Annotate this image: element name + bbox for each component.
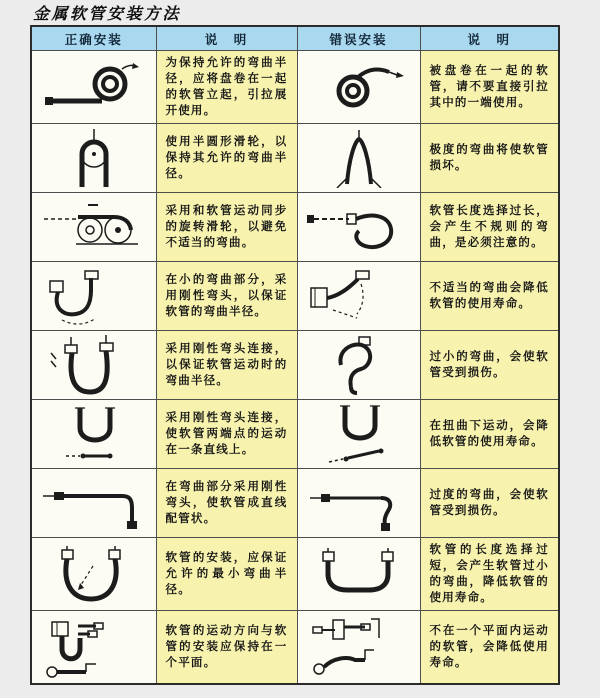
correct-description: 采用和软管运动同步的旋转滑轮，以避免不适当的弯曲。 — [156, 193, 297, 262]
table-row — [31, 400, 559, 469]
wrong-description: 在扭曲下运动，会降低软管的使用寿命。 — [420, 400, 559, 469]
correct-description: 采用刚性弯头连接，使软管两端点的运动在一条直线上。 — [156, 400, 297, 469]
coiled-hose-stood-up-unrolled-icon — [38, 57, 150, 117]
wrong-description: 极度的弯曲将使软管损坏。 — [420, 124, 559, 193]
correct-figure-cell — [31, 51, 156, 124]
correct-figure-cell — [31, 538, 156, 611]
correct-description: 软管的运动方向与软管的安装应保持在一个平面。 — [156, 611, 297, 684]
correct-figure-cell — [31, 193, 156, 262]
hose-extremely-folded-icon — [303, 128, 415, 188]
wrong-figure-cell — [297, 51, 420, 124]
wrong-figure-cell — [297, 400, 420, 469]
wrong-description: 软管长度选择过长，会产生不规则的弯曲，是必须注意的。 — [420, 193, 559, 262]
too-small-bend-hook-icon — [303, 335, 415, 395]
header-correct-install: 正确安装 — [31, 26, 156, 51]
header-row — [31, 26, 559, 51]
motion-out-of-plane-icon — [303, 615, 415, 679]
wrong-figure-cell — [297, 262, 420, 331]
straight-run-with-rigid-elbow-icon — [38, 473, 150, 533]
rigid-elbow-at-small-bend-icon — [38, 266, 150, 326]
correct-figure-cell — [31, 611, 156, 684]
improper-sharp-bend-icon — [303, 266, 415, 326]
wrong-figure-cell — [297, 469, 420, 538]
overlong-hose-irregular-bend-icon — [303, 197, 415, 257]
installation-guide-table — [30, 25, 560, 685]
synchronized-rotating-pulleys-icon — [38, 197, 150, 257]
rigid-elbow-u-loop-icon — [38, 335, 150, 395]
correct-description: 软管的安装，应保证允许的最小弯曲半径。 — [156, 538, 297, 611]
table-row — [31, 124, 559, 193]
correct-figure-cell — [31, 469, 156, 538]
wrong-description: 不在一个平面内运动的软管，会降低使用寿命。 — [420, 611, 559, 684]
correct-figure-cell — [31, 400, 156, 469]
correct-figure-cell — [31, 331, 156, 400]
over-bent-corner-icon — [303, 473, 415, 533]
table-row — [31, 51, 559, 124]
header-description-left: 说 明 — [156, 26, 297, 51]
coiled-hose-end-pulled-directly-icon — [303, 57, 415, 117]
too-short-hose-flat-u-icon — [303, 544, 415, 604]
correct-description: 采用刚性弯头连接，以保证软管运动时的弯曲半径。 — [156, 331, 297, 400]
wrong-description: 过度的弯曲，会使软管受到损伤。 — [420, 469, 559, 538]
wrong-figure-cell — [297, 611, 420, 684]
wrong-description: 被盘卷在一起的软管，请不要直接引拉其中的一端使用。 — [420, 51, 559, 124]
wrong-description: 不适当的弯曲会降低软管的使用寿命。 — [420, 262, 559, 331]
u-loop-twisted-motion-icon — [303, 404, 415, 464]
page-title: 金属软管安装方法 — [33, 4, 182, 23]
correct-figure-cell — [31, 262, 156, 331]
correct-description: 在弯曲部分采用刚性弯头，使软管成直线配管状。 — [156, 469, 297, 538]
wrong-description: 软管的长度选择过短，会产生软管过小的弯曲，降低软管的使用寿命。 — [420, 538, 559, 611]
correct-description: 使用半圆形滑轮，以保持其允许的弯曲半径。 — [156, 124, 297, 193]
table-row — [31, 331, 559, 400]
correct-figure-cell — [31, 124, 156, 193]
u-loop-minimum-bend-radius-icon — [38, 544, 150, 604]
header-description-right: 说 明 — [420, 26, 559, 51]
wrong-figure-cell — [297, 538, 420, 611]
wrong-figure-cell — [297, 124, 420, 193]
u-loop-ends-moving-in-straight-line-icon — [38, 404, 150, 464]
table-row — [31, 262, 559, 331]
correct-description: 为保持允许的弯曲半径，应将盘卷在一起的软管立起，引拉展开使用。 — [156, 51, 297, 124]
correct-description: 在小的弯曲部分，采用刚性弯头，以保证软管的弯曲半径。 — [156, 262, 297, 331]
table-row — [31, 469, 559, 538]
wrong-figure-cell — [297, 193, 420, 262]
wrong-description: 过小的弯曲，会使软管受到损伤。 — [420, 331, 559, 400]
wrong-figure-cell — [297, 331, 420, 400]
header-wrong-install: 错误安装 — [297, 26, 420, 51]
table-row — [31, 611, 559, 684]
table-row — [31, 538, 559, 611]
table-row — [31, 193, 559, 262]
hose-over-semicircular-pulley-icon — [38, 128, 150, 188]
motion-in-same-plane-trap-icon — [38, 615, 150, 679]
